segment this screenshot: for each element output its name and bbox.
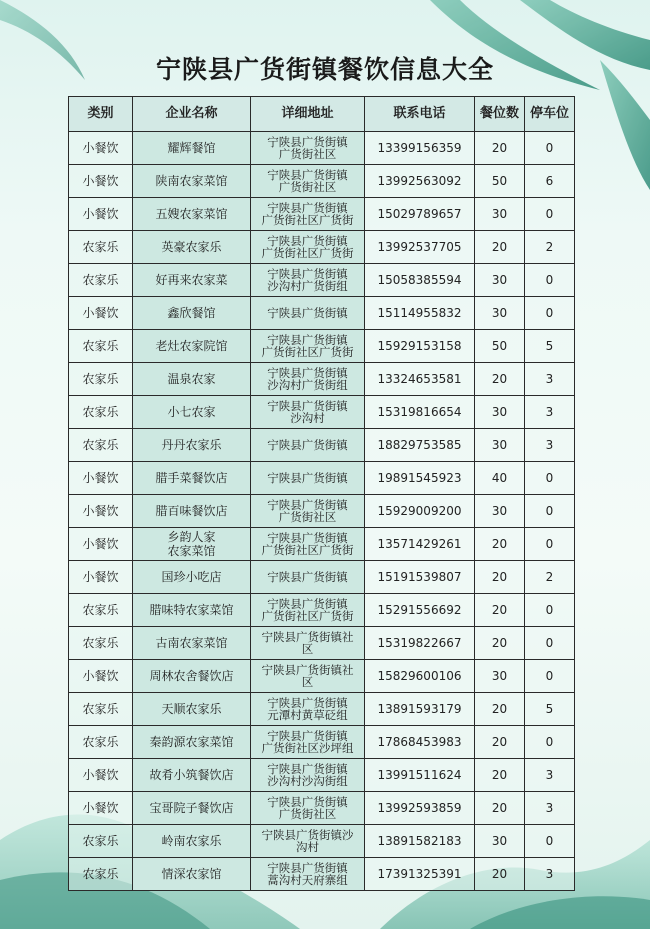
address-line: 宁陕县广货街镇 [267, 266, 348, 281]
address-line: 沟村 [296, 840, 319, 854]
cell-category: 小餐饮 [69, 132, 133, 165]
cell-parking: 0 [525, 297, 575, 330]
cell-seats: 20 [475, 363, 525, 396]
cell-category: 农家乐 [69, 429, 133, 462]
cell-category: 农家乐 [69, 363, 133, 396]
table-row [69, 594, 575, 627]
cell-parking: 3 [525, 363, 575, 396]
cell-seats: 30 [475, 429, 525, 462]
cell-parking: 2 [525, 561, 575, 594]
cell-parking: 6 [525, 165, 575, 198]
table-row [69, 627, 575, 660]
table-row [69, 660, 575, 693]
cell-parking: 3 [525, 396, 575, 429]
address-line: 宁陕县广货街镇 [267, 761, 348, 776]
address-line: 沙沟村广货街组 [267, 279, 348, 293]
cell-parking: 0 [525, 198, 575, 231]
address-line: 广货街社区 [278, 510, 337, 524]
cell-seats: 20 [475, 858, 525, 891]
cell-parking: 0 [525, 627, 575, 660]
cell-address [251, 198, 365, 231]
cell-category: 农家乐 [69, 330, 133, 363]
cell-parking: 0 [525, 594, 575, 627]
cell-name [133, 363, 251, 396]
address-line: 沙沟村 [290, 411, 325, 425]
cell-category: 农家乐 [69, 627, 133, 660]
address-line: 宁陕县广货街镇 [267, 332, 348, 347]
name-line: 老灶农家院馆 [155, 339, 228, 353]
address-line: 广货街社区 [278, 180, 337, 194]
cell-phone: 15114955832 [365, 297, 475, 330]
cell-parking: 0 [525, 726, 575, 759]
cell-address [251, 264, 365, 297]
cell-name [133, 693, 251, 726]
cell-seats: 20 [475, 561, 525, 594]
cell-address [251, 396, 365, 429]
cell-category: 农家乐 [69, 264, 133, 297]
cell-category: 小餐饮 [69, 561, 133, 594]
cell-category: 小餐饮 [69, 495, 133, 528]
name-line: 天顺农家乐 [161, 702, 222, 716]
address-line: 广货街社区沙坪组 [261, 741, 354, 755]
cell-name [133, 462, 251, 495]
cell-seats: 40 [475, 462, 525, 495]
cell-phone: 13992537705 [365, 231, 475, 264]
cell-parking: 0 [525, 462, 575, 495]
cell-address [251, 132, 365, 165]
name-line: 古南农家菜馆 [155, 636, 228, 650]
address-line: 宁陕县广货街镇 [267, 398, 348, 413]
table-row [69, 231, 575, 264]
address-line: 蒿沟村天府寨组 [267, 873, 348, 887]
name-line: 五嫂农家菜馆 [155, 207, 228, 221]
cell-phone: 15929009200 [365, 495, 475, 528]
address-line: 宁陕县广货街镇 [267, 695, 348, 710]
address-line: 宁陕县广货街镇 [267, 497, 348, 512]
table-header-row [69, 97, 575, 132]
address-line: 宁陕县广货街镇 [267, 470, 348, 485]
name-line: 周林农舍餐饮店 [149, 669, 234, 683]
cell-address [251, 495, 365, 528]
name-line: 秦韵源农家菜馆 [149, 735, 234, 749]
cell-name [133, 165, 251, 198]
address-line: 宁陕县广货街镇 [267, 233, 348, 248]
address-line: 宁陕县广货街镇 [267, 305, 348, 320]
address-line: 区 [301, 642, 314, 656]
name-line: 岭南农家乐 [161, 834, 222, 848]
name-line: 国珍小吃店 [161, 570, 222, 584]
cell-phone: 13891593179 [365, 693, 475, 726]
address-line: 宁陕县广货街镇社 [261, 629, 354, 644]
header-phone: 联系电话 [365, 97, 475, 132]
cell-category: 农家乐 [69, 231, 133, 264]
cell-seats: 30 [475, 396, 525, 429]
cell-name [133, 396, 251, 429]
name-line: 小七农家 [167, 405, 216, 419]
address-line: 广货街社区广货街 [261, 543, 354, 557]
cell-parking: 3 [525, 792, 575, 825]
cell-address [251, 165, 365, 198]
address-line: 广货街社区广货街 [261, 246, 354, 260]
cell-category: 农家乐 [69, 396, 133, 429]
cell-category: 小餐饮 [69, 528, 133, 561]
cell-phone: 13991511624 [365, 759, 475, 792]
cell-address [251, 825, 365, 858]
cell-phone: 15191539807 [365, 561, 475, 594]
address-line: 宁陕县广货街镇 [267, 596, 348, 611]
address-line: 宁陕县广货街镇 [267, 200, 348, 215]
table-row [69, 297, 575, 330]
cell-phone: 15829600106 [365, 660, 475, 693]
cell-seats: 30 [475, 198, 525, 231]
cell-parking: 5 [525, 330, 575, 363]
address-line: 宁陕县广货街镇 [267, 167, 348, 182]
cell-name [133, 231, 251, 264]
name-line: 耀辉餐馆 [167, 141, 216, 155]
cell-name [133, 198, 251, 231]
cell-name [133, 594, 251, 627]
cell-category: 农家乐 [69, 693, 133, 726]
address-line: 广货街社区广货街 [261, 609, 354, 623]
cell-seats: 20 [475, 231, 525, 264]
cell-address [251, 858, 365, 891]
cell-seats: 20 [475, 726, 525, 759]
address-line: 宁陕县广货街镇沙 [261, 827, 354, 842]
cell-name [133, 726, 251, 759]
cell-parking: 3 [525, 429, 575, 462]
address-line: 宁陕县广货街镇社 [261, 662, 354, 677]
cell-parking: 0 [525, 825, 575, 858]
cell-address [251, 363, 365, 396]
cell-category: 农家乐 [69, 726, 133, 759]
table-row [69, 429, 575, 462]
cell-parking: 0 [525, 132, 575, 165]
page-title: 宁陕县广货街镇餐饮信息大全 [155, 55, 494, 84]
cell-category: 小餐饮 [69, 297, 133, 330]
name-line: 陕南农家菜馆 [155, 174, 228, 188]
name-line: 腊味特农家菜馆 [149, 603, 234, 617]
cell-name [133, 495, 251, 528]
cell-phone: 17868453983 [365, 726, 475, 759]
cell-parking: 0 [525, 528, 575, 561]
name-line: 英豪农家乐 [161, 240, 222, 254]
name-line: 腊手菜餐饮店 [155, 471, 228, 485]
cell-phone: 13399156359 [365, 132, 475, 165]
table-row [69, 792, 575, 825]
cell-parking: 0 [525, 495, 575, 528]
address-line: 宁陕县广货街镇 [267, 530, 348, 545]
table-row [69, 264, 575, 297]
address-line: 广货街社区广货街 [261, 345, 354, 359]
cell-seats: 50 [475, 330, 525, 363]
cell-name [133, 330, 251, 363]
address-line: 沙沟村广货街组 [267, 378, 348, 392]
cell-category: 小餐饮 [69, 165, 133, 198]
cell-name [133, 132, 251, 165]
header-parking: 停车位 [525, 97, 575, 132]
cell-name [133, 759, 251, 792]
address-line: 沙沟村沙沟街组 [267, 774, 348, 788]
name-line: 情深农家馆 [161, 867, 222, 881]
cell-seats: 20 [475, 627, 525, 660]
cell-seats: 30 [475, 264, 525, 297]
cell-address [251, 528, 365, 561]
header-name: 企业名称 [133, 97, 251, 132]
cell-parking: 5 [525, 693, 575, 726]
address-line: 宁陕县广货街镇 [267, 860, 348, 875]
cell-name [133, 858, 251, 891]
cell-phone: 13992593859 [365, 792, 475, 825]
address-line: 宁陕县广货街镇 [267, 728, 348, 743]
address-line: 宁陕县广货街镇 [267, 569, 348, 584]
cell-seats: 30 [475, 495, 525, 528]
table-row [69, 528, 575, 561]
table-row [69, 825, 575, 858]
cell-name [133, 528, 251, 561]
cell-seats: 30 [475, 297, 525, 330]
address-line: 广货街社区 [278, 807, 337, 821]
cell-phone: 15058385594 [365, 264, 475, 297]
header-seats: 餐位数 [475, 97, 525, 132]
cell-category: 小餐饮 [69, 198, 133, 231]
address-line: 宁陕县广货街镇 [267, 794, 348, 809]
cell-phone: 17391325391 [365, 858, 475, 891]
cell-address [251, 594, 365, 627]
cell-name [133, 792, 251, 825]
cell-phone: 13324653581 [365, 363, 475, 396]
cell-phone: 13992563092 [365, 165, 475, 198]
cell-name [133, 660, 251, 693]
cell-phone: 15319822667 [365, 627, 475, 660]
cell-seats: 20 [475, 693, 525, 726]
address-line: 广货街社区广货街 [261, 213, 354, 227]
cell-name [133, 627, 251, 660]
cell-phone: 13571429261 [365, 528, 475, 561]
address-line: 区 [301, 675, 314, 689]
name-line: 农家菜馆 [167, 544, 216, 558]
cell-seats: 20 [475, 759, 525, 792]
table-row [69, 396, 575, 429]
address-line: 宁陕县广货街镇 [267, 365, 348, 380]
cell-phone: 18829753585 [365, 429, 475, 462]
cell-parking: 2 [525, 231, 575, 264]
cell-parking: 0 [525, 660, 575, 693]
cell-address [251, 792, 365, 825]
cell-seats: 20 [475, 594, 525, 627]
name-line: 好再来农家菜 [155, 273, 228, 287]
address-line: 宁陕县广货街镇 [267, 134, 348, 149]
cell-address [251, 726, 365, 759]
table-row [69, 561, 575, 594]
cell-address [251, 462, 365, 495]
name-line: 丹丹农家乐 [161, 438, 222, 452]
cell-parking: 3 [525, 858, 575, 891]
table-row [69, 759, 575, 792]
cell-phone: 15319816654 [365, 396, 475, 429]
table-row [69, 858, 575, 891]
name-line: 宝哥院子餐饮店 [149, 801, 234, 815]
table-row [69, 330, 575, 363]
cell-seats: 20 [475, 132, 525, 165]
cell-address [251, 561, 365, 594]
cell-category: 农家乐 [69, 825, 133, 858]
name-line: 鑫欣餐馆 [167, 306, 216, 320]
table-row [69, 693, 575, 726]
header-address: 详细地址 [251, 97, 365, 132]
cell-phone: 19891545923 [365, 462, 475, 495]
cell-name [133, 264, 251, 297]
cell-name [133, 825, 251, 858]
header-category: 类别 [69, 97, 133, 132]
cell-category: 小餐饮 [69, 792, 133, 825]
name-line: 温泉农家 [167, 372, 216, 386]
cell-address [251, 231, 365, 264]
cell-address [251, 330, 365, 363]
restaurant-table [68, 96, 575, 891]
address-line: 宁陕县广货街镇 [267, 437, 348, 452]
cell-category: 农家乐 [69, 594, 133, 627]
cell-seats: 30 [475, 660, 525, 693]
cell-address [251, 429, 365, 462]
name-line: 乡韵人家 [167, 530, 216, 544]
cell-address [251, 627, 365, 660]
cell-category: 小餐饮 [69, 462, 133, 495]
cell-name [133, 297, 251, 330]
name-line: 腊百味餐饮店 [155, 504, 228, 518]
cell-seats: 20 [475, 528, 525, 561]
cell-phone: 15929153158 [365, 330, 475, 363]
cell-phone: 15291556692 [365, 594, 475, 627]
name-line: 故肴小筑餐饮店 [149, 768, 234, 782]
cell-address [251, 297, 365, 330]
cell-seats: 20 [475, 792, 525, 825]
address-line: 广货街社区 [278, 147, 337, 161]
table-row [69, 495, 575, 528]
cell-phone: 13891582183 [365, 825, 475, 858]
cell-phone: 15029789657 [365, 198, 475, 231]
cell-seats: 50 [475, 165, 525, 198]
table-row [69, 363, 575, 396]
address-line: 元潭村黄草砭组 [267, 708, 348, 722]
cell-seats: 30 [475, 825, 525, 858]
cell-category: 小餐饮 [69, 660, 133, 693]
table-row [69, 198, 575, 231]
cell-category: 农家乐 [69, 858, 133, 891]
table-row [69, 165, 575, 198]
cell-name [133, 561, 251, 594]
cell-parking: 0 [525, 264, 575, 297]
cell-name [133, 429, 251, 462]
cell-address [251, 693, 365, 726]
table-row [69, 726, 575, 759]
cell-address [251, 759, 365, 792]
cell-category: 小餐饮 [69, 759, 133, 792]
table-row [69, 462, 575, 495]
cell-parking: 3 [525, 759, 575, 792]
table-row [69, 132, 575, 165]
cell-address [251, 660, 365, 693]
